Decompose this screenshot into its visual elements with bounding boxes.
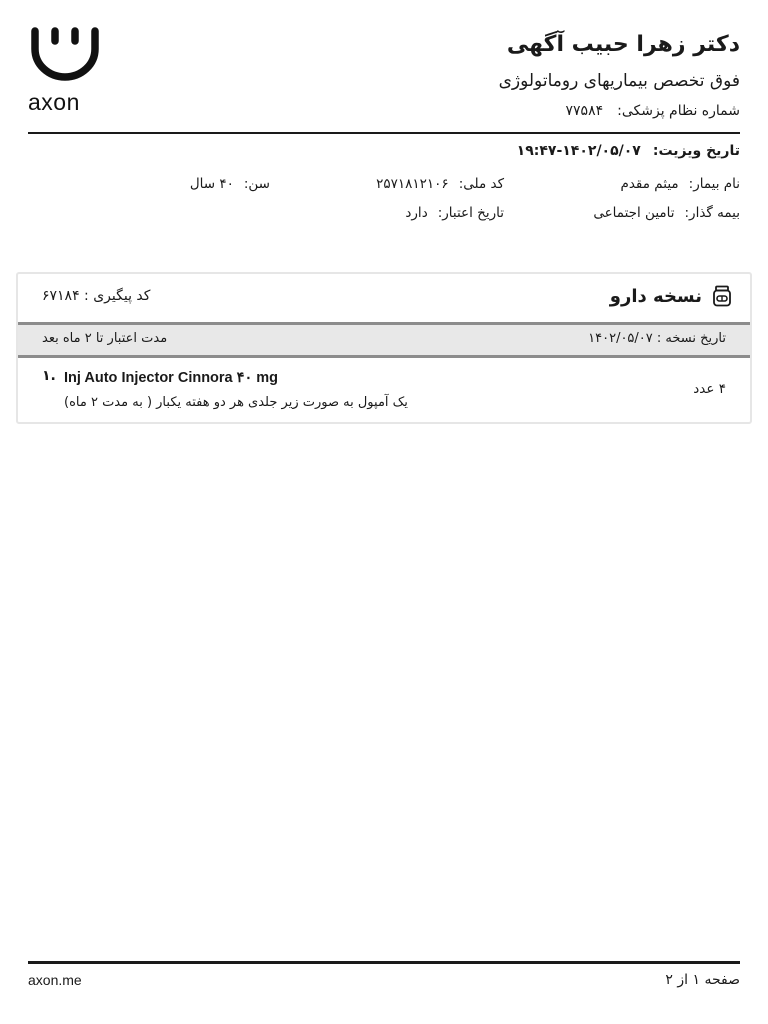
age-label: سن: [243,176,270,192]
national-id-value: ۲۵۷۱۸۱۲۱۰۶ [376,176,449,192]
prescription-title [610,285,732,307]
patient-name-value: میثم مقدم [620,176,679,192]
header-divider [28,132,740,134]
insurer [593,205,740,221]
drug-number: ۱. [42,368,56,384]
pill-bottle-icon [712,285,732,307]
insurer-value: تامین اجتماعی [593,205,675,221]
footer-divider [28,961,740,964]
national-id-label: کد ملی: [458,176,504,192]
doctor-name: دکتر زهرا حبیب آگهی [506,32,740,57]
visit-date [517,143,740,159]
prescription-card [16,272,752,424]
age-value: ۴۰ سال [189,176,234,192]
patient-name [620,176,740,192]
prescription-title-text: نسخه دارو [609,285,702,307]
smile-logo-icon [28,27,102,81]
page-number: صفحه ۱ از ۲ [665,972,740,988]
validity [405,205,504,221]
registration-label: شماره نظام پزشکی: [617,103,740,119]
validity-label: تاریخ اعتبار: [437,205,504,221]
national-id [376,176,504,192]
doctor-specialty: فوق تخصص بیماریهای روماتولوژی [498,71,740,91]
logo-text: axon [28,89,80,115]
visit-date-value: ۱۴۰۲/۰۵/۰۷-۱۹:۴۷ [516,143,641,159]
prescription-validity: مدت اعتبار تا ۲ ماه بعد [42,331,168,346]
drug-quantity: ۴ عدد [693,381,726,397]
axon-logo [28,27,102,115]
drug-name: Inj Auto Injector Cinnora ۴۰ mg [64,370,279,386]
doctor-registration [499,98,740,124]
tracking-code: کد پیگیری : ۶۷۱۸۴ [42,288,151,304]
drug-instructions: یک آمپول به صورت زیر جلدی هر دو هفته یکبار ( به مدت ۲ ماه) [64,395,408,410]
visit-date-label: تاریخ ویزیت: [652,143,740,159]
validity-value: دارد [405,205,428,221]
registration-value: ۷۷۵۸۴ [565,103,604,119]
prescription-meta-band [18,322,750,358]
prescription-header [18,274,750,322]
insurer-label: بیمه گذار: [684,205,740,221]
patient-name-label: نام بیمار: [688,176,740,192]
prescription-date: تاریخ نسخه : ۱۴۰۲/۰۵/۰۷ [588,331,726,346]
doctor-header [499,28,740,124]
footer-website: axon.me [28,972,82,988]
patient-age [190,176,270,192]
